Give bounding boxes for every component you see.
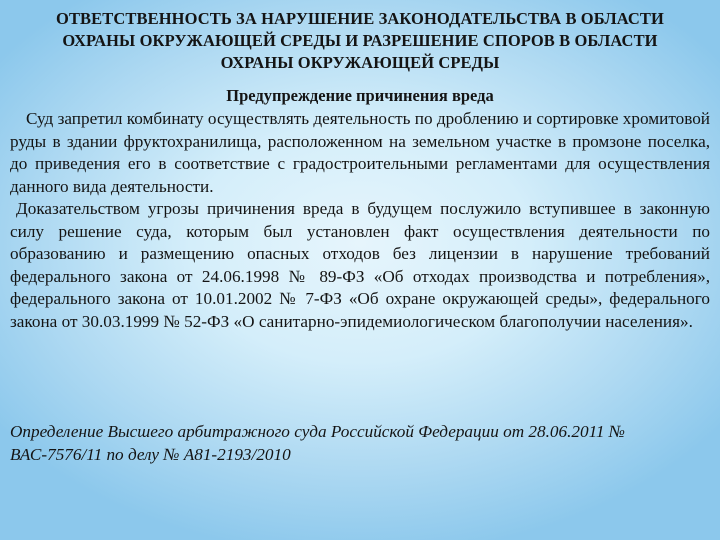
slide-body xyxy=(10,108,710,333)
court-citation: Определение Высшего арбитражного суда Российской Федерации от 28.06.2011 № ВАС-7576/11 по делу № А81-2193/2010 xyxy=(10,422,625,464)
paragraph-court-ban: Суд запретил комбинату осуществлять деятельность по дроблению и сортировке хромитовой руды в здании фруктохранилища, расположенном на земельном участке в промзоне поселка, до приведения его в соответствие с градостроительными регламентами для осуществления данного вида деятельности. xyxy=(10,109,710,196)
paragraph-evidence: Доказательством угрозы причинения вреда в будущем послужило вступившее в законную силу решение суда, которым был установлен факт осуществления деятельности по образованию и размещению опасных отходов без лицензии в нарушение требований федерального закона от 24.06.1998 № 89-ФЗ «Об отходах производства и потребления», федерального закона от 10.01.2002 № 7-ФЗ «Об охране окружающей среды», федерального закона от 30.03.1999 № 52-ФЗ «О санитарно-эпидемиологическом благополучии населения». xyxy=(10,199,710,331)
slide-subtitle: Предупреждение причинения вреда xyxy=(226,86,494,105)
slide-title: ОТВЕТСТВЕННОСТЬ ЗА НАРУШЕНИЕ ЗАКОНОДАТЕЛЬСТВА В ОБЛАСТИ ОХРАНЫ ОКРУЖАЮЩЕЙ СРЕДЫ И РАЗРЕШЕНИЕ СПОРОВ В ОБЛАСТИ ОХРАНЫ ОКРУЖАЮЩЕЙ СРЕДЫ xyxy=(56,9,664,72)
